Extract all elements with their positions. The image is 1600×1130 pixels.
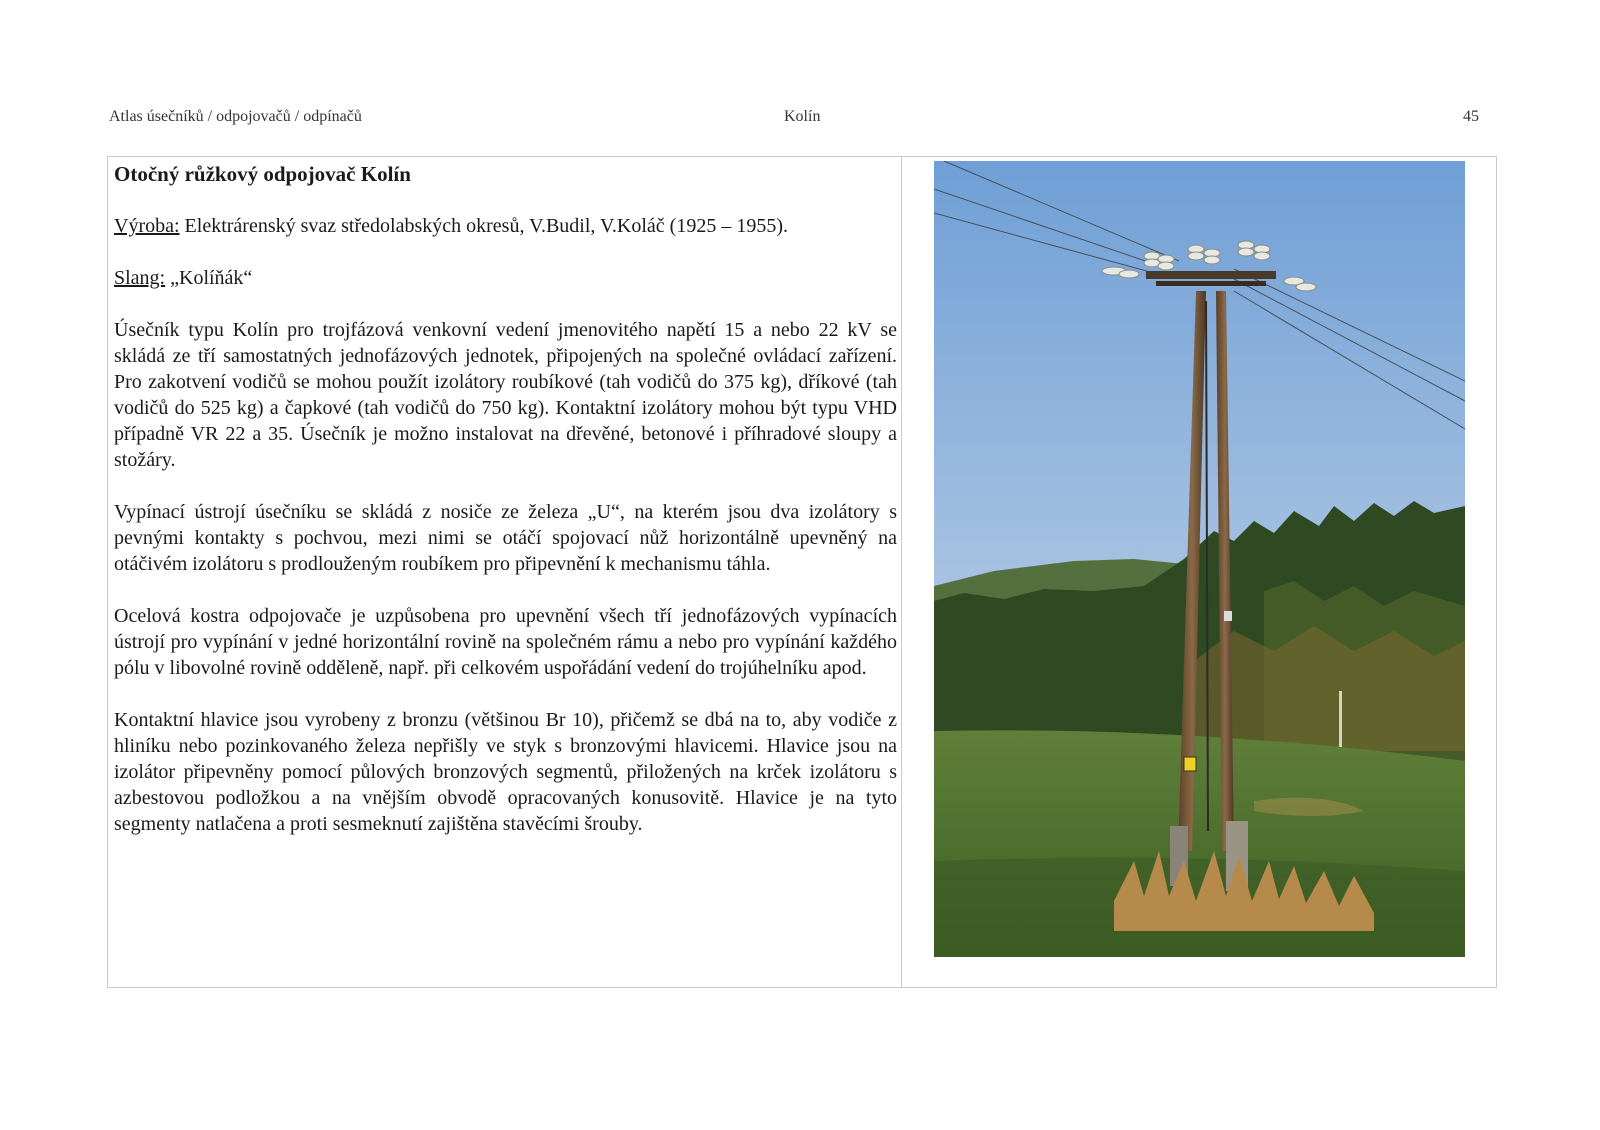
text-column xyxy=(114,161,897,863)
slang-value: „Kolíňák“ xyxy=(165,267,253,289)
paragraph: Vypínací ústrojí úsečníku se skládá z nosiče ze železa „U“, na kterém jsou dva izolátory s pevnými kontakty s pochvou, mezi nimi se otáčí spojovací nůž horizontálně upevněný na otáčivém izolátoru s prodlouženým roubíkem pro připevnění k mechanismu táhla. xyxy=(114,501,897,575)
header-chapter: Kolín xyxy=(784,108,821,125)
column-divider xyxy=(901,157,902,987)
production-line xyxy=(114,213,897,239)
crossarm xyxy=(1146,271,1276,279)
warning-sign xyxy=(1184,757,1196,771)
production-value: Elektrárenský svaz středolabských okresů, V.Budil, V.Koláč (1925 – 1955). xyxy=(179,215,788,237)
paragraph: Ocelová kostra odpojovače je uzpůsobena pro upevnění všech tří jednofázových vypínacích ústrojí pro vypínání v jedné horizontální rovině na společném rámu a nebo pro vypínání každého pólu v libovolné rovině odděleně, např. při celkovém uspořádání vedení do trojúhelníku apod. xyxy=(114,605,897,679)
header-book-title: Atlas úsečníků / odpojovačů / odpínačů xyxy=(109,108,362,125)
slang-label: Slang: xyxy=(114,267,166,289)
production-label: Výroba: xyxy=(114,215,180,237)
article-title: Otočný růžkový odpojovač Kolín xyxy=(114,162,411,186)
crossarm-lower xyxy=(1156,281,1266,286)
paragraph: Úsečník typu Kolín pro trojfázová venkovní vedení jmenovitého napětí 15 a nebo 22 kV se skládá ze tří samostatných jednofázových jednotek, připojených na společné ovládací zařízení. Pro zakotvení vodičů se mohou použít izolátory roubíkové (tah vodičů do 375 kg), dříkové (tah vodičů do 525 kg) a čapkové (tah vodičů do 750 kg). Kontaktní izolátory mohou být typu VHD případně VR 22 a 35. Úsečník je možno instalovat na dřevěné, betonové i příhradové sloupy a stožáry. xyxy=(114,319,897,471)
content-table xyxy=(107,156,1497,988)
slang-line xyxy=(114,265,897,291)
pole-photograph xyxy=(934,161,1465,957)
running-header xyxy=(109,108,1479,132)
label-plate xyxy=(1224,611,1232,621)
paragraph: Kontaktní hlavice jsou vyrobeny z bronzu (většinou Br 10), přičemž se dbá na to, aby vodiče z hliníku nebo pozinkovaného železa nepřišly ve styk s bronzovými hlavicemi. Hlavice jsou na izolátor připevněny pomocí půlových bronzových segmentů, přiložených na krček izolátoru s azbestovou podložkou a na vnějším obvodě opracovaných konusovitě. Hlavice je na tyto segmenty natlačena a proti sesmeknutí zajištěna stavěcími šrouby. xyxy=(114,709,897,835)
page-number: 45 xyxy=(1463,108,1479,125)
